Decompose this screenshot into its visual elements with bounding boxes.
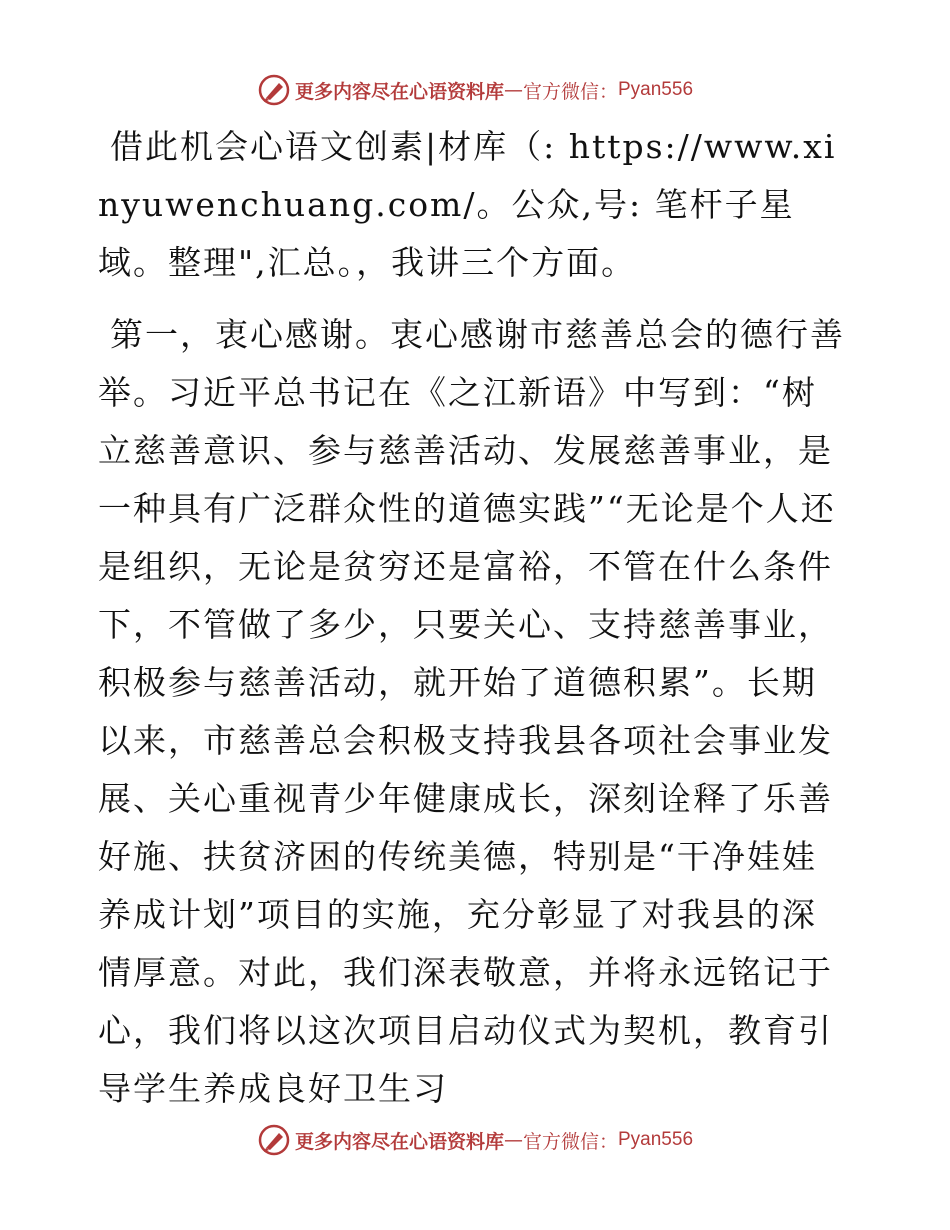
- footer-banner-separator: —: [503, 1129, 523, 1151]
- footer-banner: [0, 1118, 950, 1162]
- header-banner-wechat-label: 官方微信：: [522, 80, 618, 103]
- header-banner-separator: —: [503, 79, 523, 101]
- document-body: [98, 118, 850, 1118]
- paragraph-intro: 借此机会心语文创素|材库（: https://www.xinyuwenchuang.com/。公众,号: 笔杆子星域。整理",汇总。，我讲三个方面。: [98, 127, 837, 282]
- pen-logo-icon: [257, 73, 291, 107]
- footer-banner-wechat-label: 官方微信：: [522, 1130, 618, 1153]
- header-banner: [0, 68, 950, 112]
- footer-banner-wechat-id: Pyan556: [618, 1129, 694, 1150]
- paragraph-first-point: 第一，衷心感谢。衷心感谢市慈善总会的德行善举。习近平总书记在《之江新语》中写到：“树立慈善意识、参与慈善活动、发展慈善事业，是一种具有广泛群众性的道德实践”“无论是个人还是组织，无论是贫穷还是富裕，不管在什么条件下，不管做了多少，只要关心、支持慈善事业，积极参与慈善活动，就开始了道德积累”。长期以来，市慈善总会积极支持我县各项社会事业发展、关心重视青少年健康成长，深刻诠释了乐善好施、扶贫济困的传统美德，特别是“干净娃娃养成计划”项目的实施，充分彰显了对我县的深情厚意。对此，我们深表敬意，并将永远铭记于心，我们将以这次项目启动仪式为契机，教育引导学生养成良好卫生习: [98, 315, 845, 1108]
- footer-banner-title: 更多内容尽在心语资料库: [294, 1130, 504, 1153]
- header-banner-wechat-id: Pyan556: [618, 79, 694, 100]
- pen-logo-icon: [257, 1123, 291, 1157]
- header-banner-title: 更多内容尽在心语资料库: [294, 80, 504, 103]
